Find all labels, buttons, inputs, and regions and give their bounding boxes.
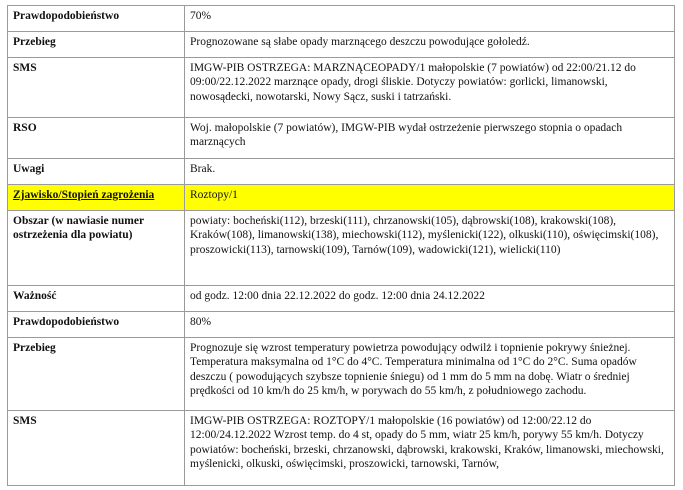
row-value: IMGW-PIB OSTRZEGA: MARZNĄCEOPADY/1 małopolskie (7 powiatów) od 22:00/21.12 do 09:00/22.12.2022 marznące opady, drogi śliskie. Dotyczy powiatów: gorlicki, limanowski, nowosądecki, nowotarski, Nowy Sącz, suski i tatrzański.	[185, 58, 675, 118]
row-value: Prognozuje się wzrost temperatury powietrza powodujący odwilż i topnienie pokrywy śnieżnej. Temperatura maksymalna od 1°C do 4°C. Temperatura minimalna od 1°C do 2°C. Suma opadów deszczu ( powodujących szybsze topnienie śniegu) od 1 mm do 5 mm na dobę. Wiatr o średniej prędkości od 10 km/h do 25 km/h, w porywach do 55 km/h, z południowego zachodu.	[185, 338, 675, 411]
table-row	[8, 312, 675, 338]
row-value: Prognozowane są słabe opady marznącego deszczu powodujące gołoledź.	[185, 32, 675, 58]
table-row	[8, 286, 675, 312]
table-row	[8, 411, 675, 486]
row-label: Prawdopodobieństwo	[8, 6, 185, 32]
table-row	[8, 118, 675, 159]
row-label: SMS	[8, 411, 185, 486]
row-label: SMS	[8, 58, 185, 118]
row-label: Przebieg	[8, 338, 185, 411]
table-row	[8, 338, 675, 411]
row-value: powiaty: bocheński(112), brzeski(111), chrzanowski(105), dąbrowski(108), krakowski(108), Kraków(108), limanowski(138), miechowski(112), myślenicki(122), olkuski(110), oświęcimski(108), proszowicki(113), tarnowski(109), Tarnów(109), wadowicki(121), wielicki(110)	[185, 211, 675, 286]
row-value: 70%	[185, 6, 675, 32]
row-label: Prawdopodobieństwo	[8, 312, 185, 338]
row-label: RSO	[8, 118, 185, 159]
row-value: Woj. małopolskie (7 powiatów), IMGW-PIB wydał ostrzeżenie pierwszego stopnia o opadach marznących	[185, 118, 675, 159]
table-row	[8, 6, 675, 32]
row-label: Przebieg	[8, 32, 185, 58]
warning-document	[7, 5, 675, 486]
row-value: 80%	[185, 312, 675, 338]
row-label: Zjawisko/Stopień zagrożenia	[8, 185, 185, 211]
warning-table	[7, 5, 675, 486]
row-label: Ważność	[8, 286, 185, 312]
table-row-highlighted	[8, 185, 675, 211]
row-value: IMGW-PIB OSTRZEGA: ROZTOPY/1 małopolskie (16 powiatów) od 12:00/22.12 do 12:00/24.12.2022 Wzrost temp. do 4 st, opady do 5 mm, wiatr 25 km/h, porywy 55 km/h. Dotyczy powiatów: bocheński, brzeski, chrzanowski, dąbrowski, krakowski, Kraków, limanowski, miechowski, myślenicki, olkuski, oświęcimski, proszowicki, tarnowski, Tarnów,	[185, 411, 675, 486]
row-value: od godz. 12:00 dnia 22.12.2022 do godz. 12:00 dnia 24.12.2022	[185, 286, 675, 312]
row-label: Obszar (w nawiasie numer ostrzeżenia dla powiatu)	[8, 211, 185, 286]
row-value: Roztopy/1	[185, 185, 675, 211]
table-row	[8, 159, 675, 185]
row-value: Brak.	[185, 159, 675, 185]
table-row	[8, 32, 675, 58]
row-label: Uwagi	[8, 159, 185, 185]
table-row	[8, 211, 675, 286]
table-row	[8, 58, 675, 118]
